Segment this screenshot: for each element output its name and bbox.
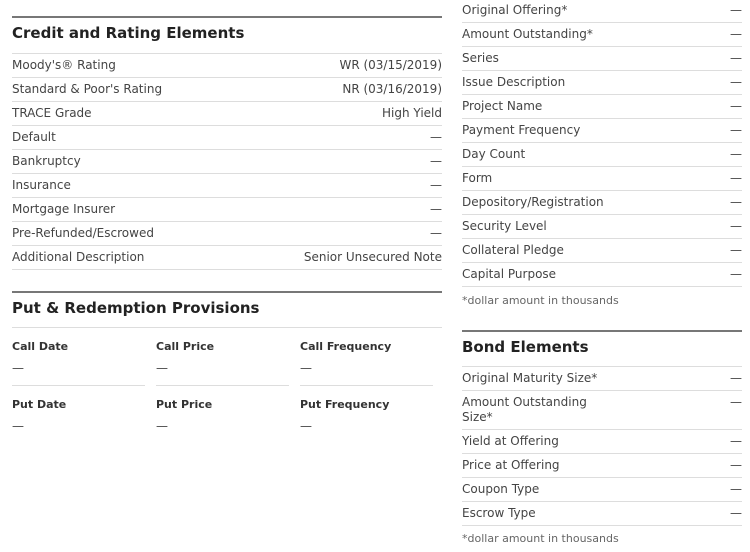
- row-pre-refunded: Pre-Refunded/Escrowed —: [12, 222, 442, 246]
- put-date-label: Put Date: [12, 398, 67, 411]
- row-mortgage-insurer: Mortgage Insurer —: [12, 198, 442, 222]
- credit-rating-list: [12, 53, 442, 270]
- row-capital-purpose: Capital Purpose —: [462, 263, 742, 287]
- put-frequency-value: —: [300, 419, 312, 433]
- call-price-value: —: [156, 361, 168, 375]
- put-price-cell: [156, 386, 289, 433]
- row-sp-rating: Standard & Poor's Rating NR (03/16/2019): [12, 78, 442, 102]
- credit-rating-title: Credit and Rating Elements: [12, 16, 442, 44]
- call-frequency-cell: [300, 328, 433, 386]
- call-frequency-label: Call Frequency: [300, 340, 392, 353]
- row-price-at-offering: Price at Offering —: [462, 454, 742, 478]
- bond-footnote: *dollar amount in thousands: [462, 532, 619, 545]
- call-frequency-value: —: [300, 361, 312, 375]
- put-redemption-grid: [12, 327, 442, 433]
- row-amount-outstanding: Amount Outstanding* —: [462, 23, 742, 47]
- put-date-value: —: [12, 419, 24, 433]
- bond-elements-list: [462, 366, 742, 526]
- put-frequency-cell: [300, 386, 433, 433]
- call-price-cell: [156, 328, 289, 386]
- put-date-cell: [12, 386, 145, 433]
- row-depository-registration: Depository/Registration —: [462, 191, 742, 215]
- row-moodys-rating: Moody's® Rating WR (03/15/2019): [12, 54, 442, 78]
- call-date-value: —: [12, 361, 24, 375]
- issue-elements-section: [462, 0, 742, 307]
- call-date-cell: [12, 328, 145, 386]
- issue-footnote: *dollar amount in thousands: [462, 294, 619, 307]
- put-price-label: Put Price: [156, 398, 213, 411]
- row-payment-frequency: Payment Frequency —: [462, 119, 742, 143]
- row-original-maturity-size: Original Maturity Size* —: [462, 367, 742, 391]
- row-day-count: Day Count —: [462, 143, 742, 167]
- call-date-label: Call Date: [12, 340, 69, 353]
- put-frequency-label: Put Frequency: [300, 398, 390, 411]
- row-escrow-type: Escrow Type —: [462, 502, 742, 526]
- row-original-offering: Original Offering* —: [462, 0, 742, 23]
- row-form: Form —: [462, 167, 742, 191]
- row-security-level: Security Level —: [462, 215, 742, 239]
- row-coupon-type: Coupon Type —: [462, 478, 742, 502]
- put-redemption-title: Put & Redemption Provisions: [12, 291, 442, 319]
- row-amount-outstanding-size: Amount Outstanding Size* —: [462, 391, 742, 430]
- put-row: [12, 386, 442, 433]
- bond-elements-section: [462, 330, 742, 545]
- row-project-name: Project Name —: [462, 95, 742, 119]
- row-bankruptcy: Bankruptcy —: [12, 150, 442, 174]
- call-price-label: Call Price: [156, 340, 215, 353]
- row-series: Series —: [462, 47, 742, 71]
- put-price-value: —: [156, 419, 168, 433]
- row-issue-description: Issue Description —: [462, 71, 742, 95]
- credit-rating-section: [12, 16, 442, 270]
- row-trace-grade: TRACE Grade High Yield: [12, 102, 442, 126]
- row-collateral-pledge: Collateral Pledge —: [462, 239, 742, 263]
- row-default: Default —: [12, 126, 442, 150]
- row-yield-at-offering: Yield at Offering —: [462, 430, 742, 454]
- row-additional-description: Additional Description Senior Unsecured Note: [12, 246, 442, 270]
- call-row: [12, 328, 442, 386]
- bond-elements-title: Bond Elements: [462, 330, 742, 358]
- issue-elements-list: [462, 0, 742, 287]
- put-redemption-section: [12, 291, 442, 433]
- row-insurance: Insurance —: [12, 174, 442, 198]
